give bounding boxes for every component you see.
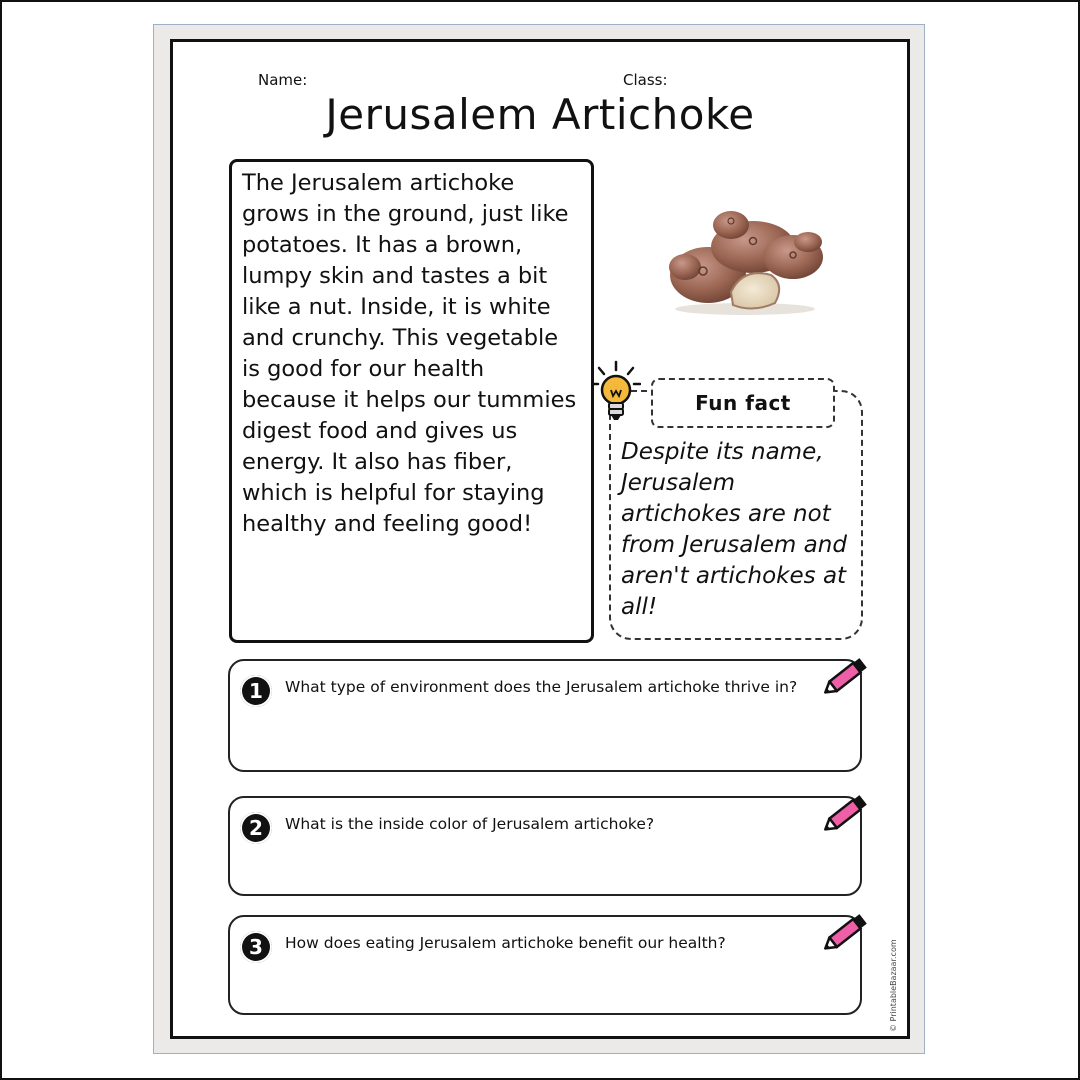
jerusalem-artichoke-image	[653, 197, 833, 317]
worksheet-page	[170, 39, 910, 1039]
question-2-answer-box[interactable]	[228, 796, 862, 896]
question-number-badge: 2	[240, 812, 272, 844]
reading-passage: The Jerusalem artichoke grows in the ground, just like potatoes. It has a brown, lumpy skin and tastes a bit like a nut. Inside, it is white and crunchy. This vegetable is good for our health because it helps our tummies digest food and gives us energy. It also has fiber, which is helpful for staying healthy and feeling good!	[242, 170, 577, 537]
name-label: Name:	[258, 71, 308, 89]
pencil-icon	[818, 909, 872, 957]
reading-passage-box	[229, 159, 594, 643]
light-bulb-icon	[591, 360, 641, 426]
question-text: How does eating Jerusalem artichoke benefit our health?	[285, 934, 726, 952]
fun-fact-heading: Fun fact	[651, 378, 835, 428]
question-number-badge: 3	[240, 931, 272, 963]
class-label: Class:	[623, 71, 668, 89]
page-title: Jerusalem Artichoke	[325, 90, 755, 139]
question-text: What is the inside color of Jerusalem artichoke?	[285, 815, 655, 833]
question-text: What type of environment does the Jerusalem artichoke thrive in?	[285, 678, 798, 696]
copyright-text: © PrintableBazaar.com	[889, 939, 898, 1032]
worksheet-sheet	[153, 24, 925, 1054]
fun-fact-text: Despite its name, Jerusalem artichokes are not from Jerusalem and aren't artichokes at all!	[621, 439, 847, 620]
question-number-badge: 1	[240, 675, 272, 707]
pencil-icon	[818, 790, 872, 838]
pencil-icon	[818, 653, 872, 701]
question-1-answer-box[interactable]	[228, 659, 862, 772]
question-3-answer-box[interactable]	[228, 915, 862, 1015]
